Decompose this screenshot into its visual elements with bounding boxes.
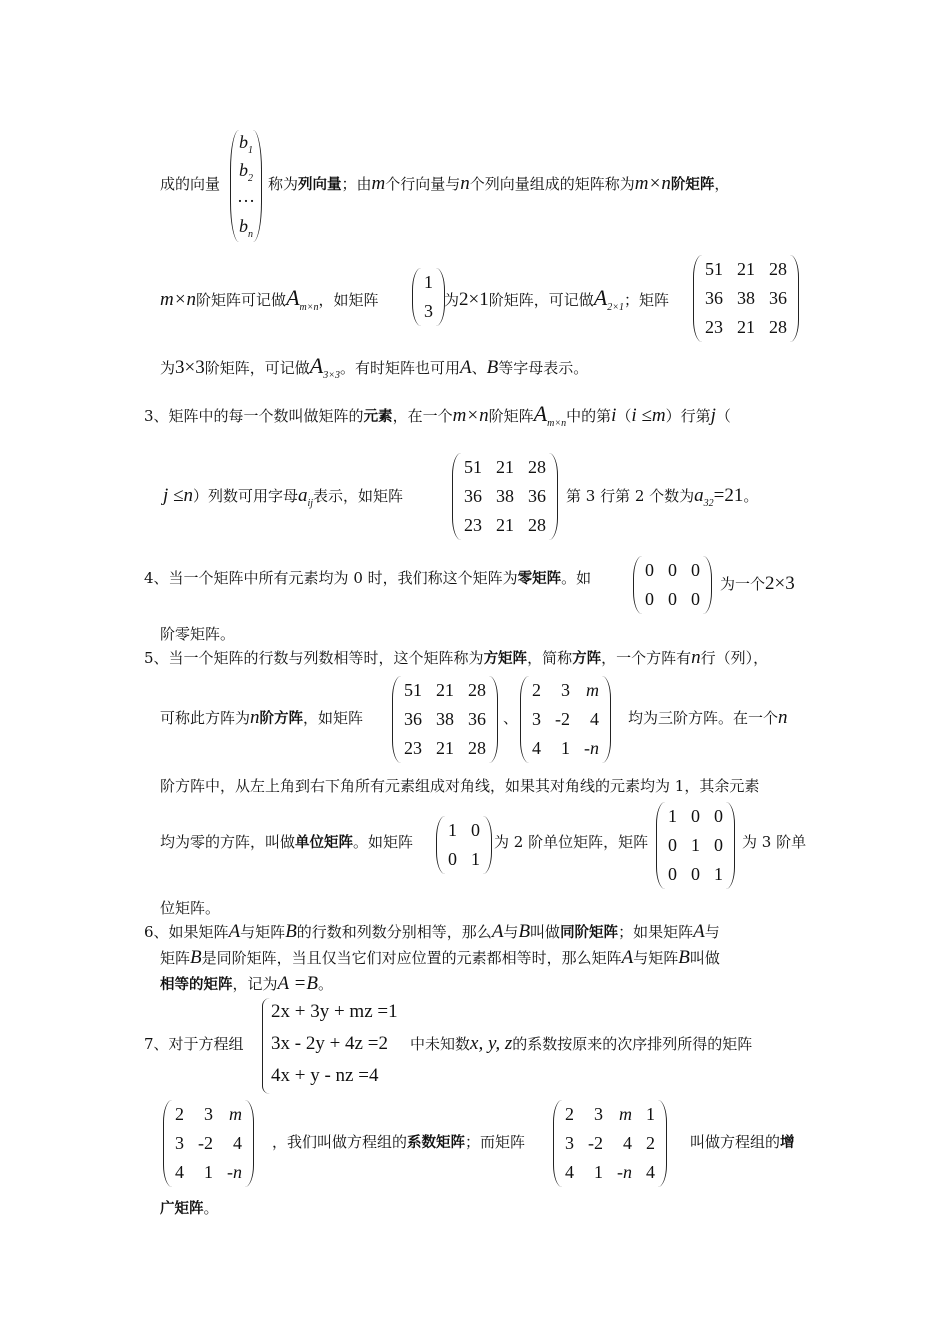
term-column-vector: 列向量 bbox=[298, 177, 342, 193]
text: ，一个方阵有 bbox=[601, 649, 692, 667]
text: 成的向量 bbox=[160, 175, 221, 193]
matrix-identity-2: 1 0 0 1 bbox=[436, 816, 492, 874]
text: 阶矩阵，可记做 bbox=[488, 291, 594, 309]
s7-line-1 bbox=[144, 1034, 244, 1054]
text: 矩阵 bbox=[160, 949, 191, 967]
s5-line-4b bbox=[494, 832, 648, 852]
s7-line-2b bbox=[690, 1132, 795, 1153]
math-n: n bbox=[250, 707, 260, 728]
text: ；矩阵 bbox=[623, 291, 669, 309]
math-B: B bbox=[190, 947, 202, 968]
text: 如果矩阵 bbox=[168, 923, 229, 941]
text: 为 bbox=[160, 359, 176, 377]
s7-line-2 bbox=[272, 1132, 525, 1153]
coefficient-matrix: 2 3 m 3 -2 4 4 1 -n bbox=[163, 1100, 254, 1187]
p1-text-a bbox=[160, 174, 220, 194]
math-A: A bbox=[621, 947, 634, 968]
p1-text-b bbox=[268, 174, 729, 195]
math-B: B bbox=[285, 921, 297, 942]
text: 叫做 bbox=[689, 949, 720, 967]
s5-line-2 bbox=[160, 708, 363, 729]
matrix-3x3-b: 51 21 28 36 38 36 23 21 28 bbox=[452, 453, 558, 540]
p2-text-b bbox=[444, 285, 669, 318]
vec-b2: $b_2$ bbox=[239, 160, 253, 184]
text: 。如 bbox=[561, 569, 592, 587]
term-square: 方阵 bbox=[572, 651, 602, 667]
vec-dots: … bbox=[237, 186, 255, 206]
equation-2: 3x - 2y + 4z =2 bbox=[271, 1033, 388, 1054]
math-A: $A_{m\times n}$ bbox=[286, 285, 319, 313]
text: 与 bbox=[503, 923, 519, 941]
text: 中未知数 bbox=[410, 1035, 471, 1053]
math-dim: 2×1 bbox=[459, 289, 489, 310]
text: 为一个 bbox=[720, 575, 766, 593]
term-same-order: 同阶矩阵 bbox=[560, 925, 619, 941]
s6-line-2 bbox=[160, 948, 720, 968]
term-coefficient-matrix: 系数矩阵 bbox=[407, 1135, 466, 1151]
text: 称为 bbox=[268, 175, 299, 193]
text: 行（列）， bbox=[700, 649, 769, 667]
math-mxn: m×n bbox=[160, 289, 197, 310]
matrix-identity-3: 1 0 0 0 1 0 0 0 1 bbox=[656, 802, 735, 889]
text: 。如矩阵 bbox=[353, 833, 414, 851]
s3-line-1 bbox=[144, 401, 731, 434]
text: ；由 bbox=[341, 175, 372, 193]
text: 为 2 阶单位矩阵，矩阵 bbox=[494, 833, 649, 851]
s3-line-2 bbox=[163, 486, 403, 514]
text: 、 bbox=[471, 359, 487, 377]
math-aij: $a_{ij}$ bbox=[297, 485, 314, 509]
math-dim: 2×3 bbox=[765, 573, 795, 594]
text: 与矩阵 bbox=[633, 949, 679, 967]
term-equal-matrices: 相等的矩阵 bbox=[160, 977, 233, 993]
math-B: B bbox=[678, 947, 690, 968]
text: 、 bbox=[503, 709, 519, 727]
text: 叫做 bbox=[530, 923, 561, 941]
text: 阶零矩阵。 bbox=[160, 625, 236, 643]
s4-line-2 bbox=[160, 624, 235, 644]
term-element: 元素 bbox=[363, 409, 393, 425]
math-a32: $a_{32}$ bbox=[694, 485, 714, 509]
equation-brace bbox=[262, 998, 271, 1094]
text: 。 bbox=[317, 975, 333, 993]
term-zero-matrix: 零矩阵 bbox=[517, 571, 562, 587]
text: ，简称 bbox=[527, 649, 573, 667]
term-n-order-square: 阶方阵 bbox=[259, 711, 304, 727]
text: 第 3 行第 2 个数为 bbox=[566, 487, 695, 505]
section-number: 7、 bbox=[144, 1035, 169, 1053]
text: 。有时矩阵也可用 bbox=[339, 359, 460, 377]
text: 当一个矩阵的行数与列数相等时，这个矩阵称为 bbox=[168, 649, 484, 667]
s5-line-4 bbox=[160, 832, 413, 853]
text: 阶矩阵，可记做 bbox=[204, 359, 310, 377]
math-n: n bbox=[691, 647, 701, 668]
text: 阶矩阵 bbox=[488, 407, 534, 425]
column-vector bbox=[230, 130, 262, 242]
text: 为 3 阶单 bbox=[742, 833, 807, 851]
math-A: $A_{m\times n}$ bbox=[533, 401, 567, 429]
math-i: i bbox=[611, 405, 617, 426]
math-xyz: x, y, z bbox=[470, 1033, 513, 1054]
math-A: $A_{3\times 3}$ bbox=[309, 353, 340, 381]
s6-line-3 bbox=[160, 974, 333, 995]
s5-sep bbox=[503, 708, 518, 728]
text: ，在一个 bbox=[392, 407, 453, 425]
math-A: A bbox=[459, 357, 472, 378]
text: 位矩阵。 bbox=[160, 899, 221, 917]
math-j: j bbox=[710, 405, 716, 426]
s5-line-5 bbox=[160, 898, 220, 918]
text: 均为零的方阵，叫做 bbox=[160, 833, 296, 851]
vec-bn: $b_n$ bbox=[239, 216, 253, 240]
text: ，如矩阵 bbox=[318, 291, 379, 309]
term-square-matrix: 方矩阵 bbox=[483, 651, 528, 667]
text: 个行向量与 bbox=[385, 175, 461, 193]
text: ，如矩阵 bbox=[303, 709, 364, 727]
text: ，记为 bbox=[232, 975, 278, 993]
equation-3: 4x + y - nz =4 bbox=[271, 1065, 379, 1086]
s3-line-2b bbox=[566, 486, 758, 514]
text: 为 bbox=[444, 291, 460, 309]
text: 与矩阵 bbox=[240, 923, 286, 941]
s5-line-3 bbox=[160, 776, 759, 796]
math-A: A bbox=[693, 921, 705, 942]
math-i-le-m: i ≤m bbox=[631, 405, 666, 426]
equation-1: 2x + 3y + mz =1 bbox=[271, 1001, 398, 1022]
math-n: n bbox=[460, 173, 470, 194]
math-m: m bbox=[371, 173, 386, 194]
section-number: 6、 bbox=[144, 923, 169, 941]
text: 可称此方阵为 bbox=[160, 709, 251, 727]
math-A: A bbox=[228, 921, 241, 942]
text: 阶方阵中，从左上角到右下角所有元素组成对角线，如果其对角线的元素均为 1，其余元素 bbox=[160, 777, 760, 795]
vec-b1: $b_1$ bbox=[239, 132, 253, 156]
term-identity-matrix: 单位矩阵 bbox=[295, 835, 354, 851]
math-n: n bbox=[778, 707, 788, 728]
math-dim: 3×3 bbox=[175, 357, 205, 378]
s5-line-1 bbox=[144, 648, 768, 669]
s7-line-3 bbox=[160, 1198, 219, 1219]
text: ；而矩阵 bbox=[465, 1133, 526, 1151]
text: 的行数和列数分别相等，那么 bbox=[296, 923, 492, 941]
math-A: A bbox=[491, 921, 504, 942]
text: 当一个矩阵中所有元素均为 0 时，我们称这个矩阵为 bbox=[168, 569, 518, 587]
p3-text bbox=[160, 353, 589, 386]
math-mxn: m×n bbox=[452, 405, 489, 426]
text: 等字母表示。 bbox=[498, 359, 589, 377]
text: 均为三阶方阵。在一个 bbox=[628, 709, 779, 727]
s4-line-1 bbox=[144, 568, 591, 589]
text: 。 bbox=[203, 1199, 219, 1217]
text: ）列数可用字母 bbox=[192, 487, 298, 505]
text: ，我们叫做方程组的 bbox=[272, 1133, 408, 1151]
text: 叫做方程组的 bbox=[690, 1133, 781, 1151]
math-B: B bbox=[486, 357, 499, 378]
s5-line-2b bbox=[628, 708, 788, 728]
s5-line-4c bbox=[742, 832, 806, 852]
s6-line-1 bbox=[144, 922, 720, 943]
text: ， bbox=[714, 175, 730, 193]
matrix-3x3-c: 51 21 28 36 38 36 23 21 28 bbox=[392, 676, 498, 763]
text: 的系数按原来的次序排列所得的矩阵 bbox=[512, 1035, 753, 1053]
text: 与 bbox=[704, 923, 720, 941]
math-B: B bbox=[518, 921, 531, 942]
text: （ bbox=[715, 407, 731, 425]
text: 矩阵中的每一个数叫做矩阵的 bbox=[168, 407, 364, 425]
math-A: $A_{2\times 1}$ bbox=[593, 285, 624, 313]
text: 。 bbox=[743, 487, 759, 505]
math-mxn: m×n bbox=[634, 173, 671, 194]
s4-line-1b bbox=[720, 568, 795, 594]
text: ；如果矩阵 bbox=[618, 923, 694, 941]
s7-line-1b bbox=[410, 1034, 752, 1054]
section-number: 3、 bbox=[144, 407, 169, 425]
term-augmented-a: 增 bbox=[780, 1135, 795, 1151]
section-number: 5、 bbox=[144, 649, 169, 667]
matrix-zero-2x3: 0 0 0 0 0 0 bbox=[633, 556, 712, 614]
matrix-3x3-d: 2 3 m 3 -2 4 4 1 -n bbox=[520, 676, 611, 763]
text: 是同阶矩阵，当且仅当它们对应位置的元素都相等时，那么矩阵 bbox=[201, 949, 622, 967]
term-augmented-b: 广矩阵 bbox=[160, 1201, 204, 1217]
text: 个列向量组成的矩阵称为 bbox=[469, 175, 635, 193]
text: 中的第 bbox=[566, 407, 612, 425]
text: 表示，如矩阵 bbox=[313, 487, 404, 505]
math-j-le-n: j ≤n bbox=[163, 485, 193, 506]
p2-text bbox=[160, 285, 379, 318]
text: 阶矩阵可记做 bbox=[196, 291, 287, 309]
text: （ bbox=[616, 407, 632, 425]
math-A-eq-B: A =B bbox=[277, 973, 318, 994]
section-number: 4、 bbox=[144, 569, 169, 587]
augmented-matrix: 2 3 m 1 3 -2 4 2 4 1 -n 4 bbox=[553, 1100, 667, 1187]
term-matrix: 阶矩阵 bbox=[670, 177, 715, 193]
text: 对于方程组 bbox=[168, 1035, 244, 1053]
matrix-1x3: 1 3 bbox=[412, 268, 445, 326]
math-equals-21: =21 bbox=[713, 485, 744, 506]
text: ）行第 bbox=[665, 407, 711, 425]
matrix-3x3-a: 51 21 28 36 38 36 23 21 28 bbox=[693, 255, 799, 342]
